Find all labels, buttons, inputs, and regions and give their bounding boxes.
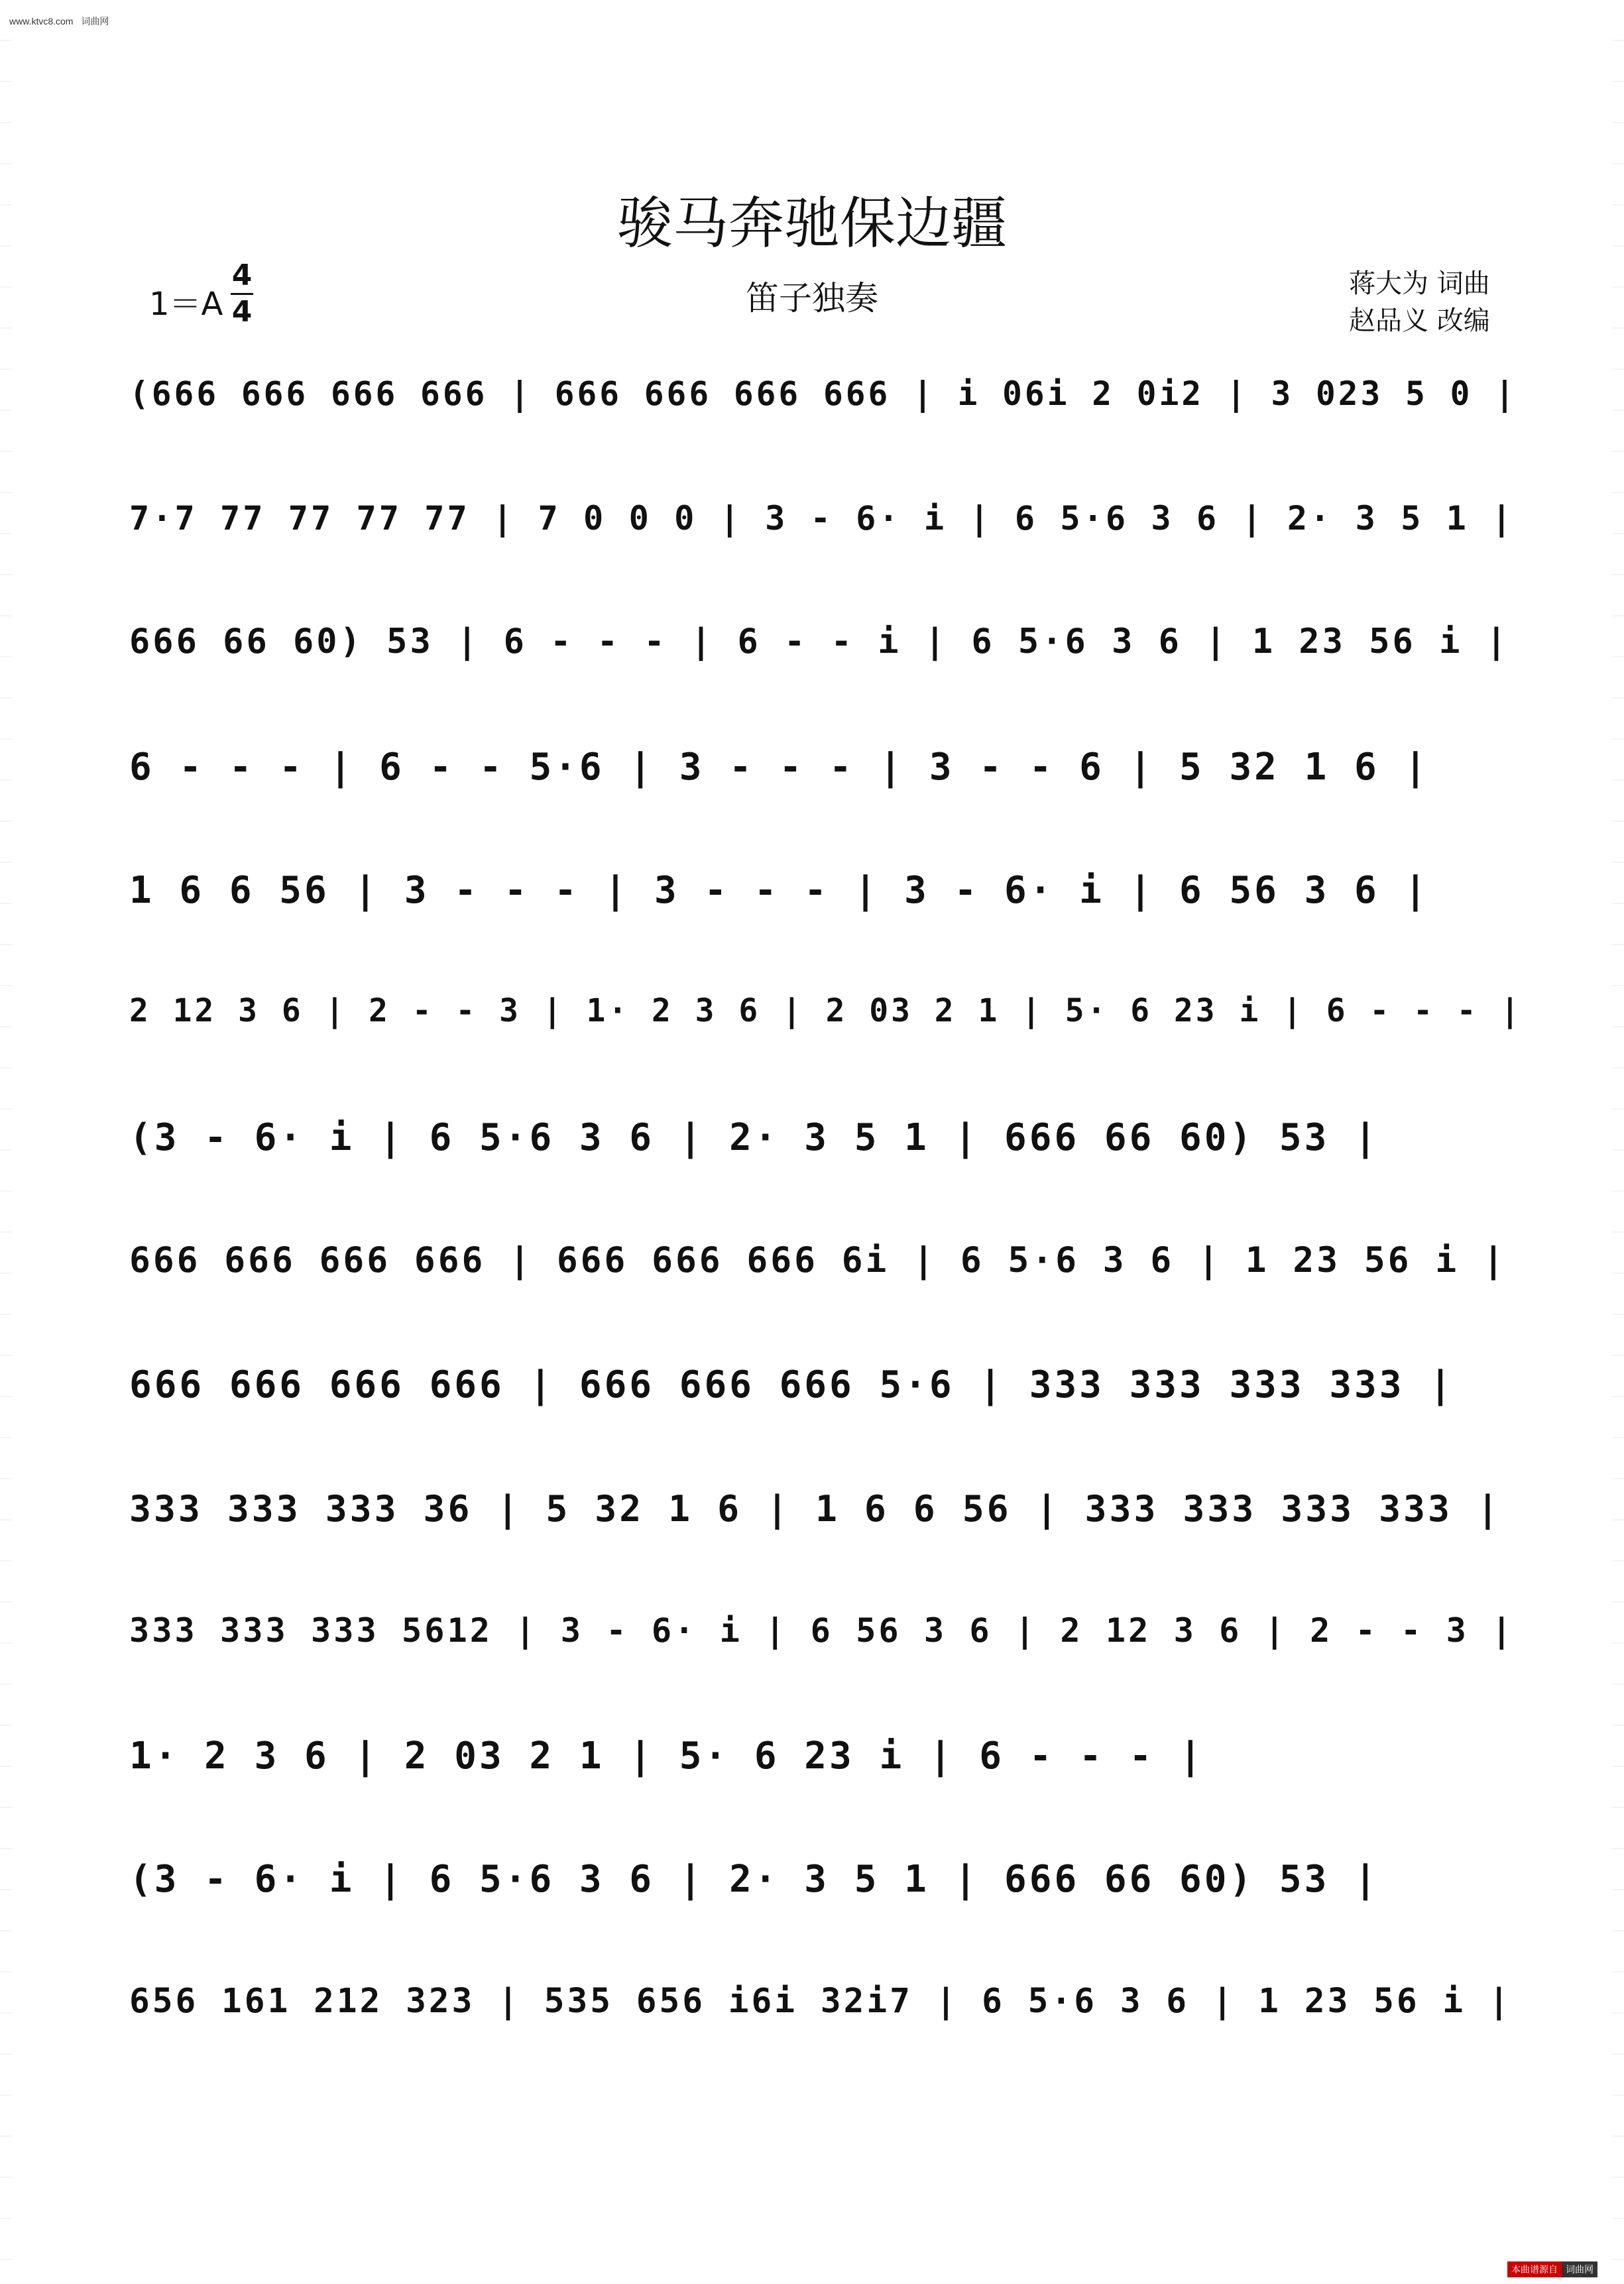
score-subtitle: 笛子独奏 — [746, 279, 878, 317]
score-row-notes: 333 333 333 5612 | 3 - 6· i | 6 56 3 6 | 2 12 3 6 | 2 - - 3 | — [129, 1611, 1515, 1650]
score-row-notes: 6 - - - | 6 - - 5·6 | 3 - - - | 3 - - 6 | 5 32 1 6 | — [129, 745, 1430, 789]
score-row-notes: 7·7 77 77 77 77 | 7 0 0 0 | 3 - 6· i | 6 5·6 3 6 | 2· 3 5 1 | — [129, 498, 1515, 538]
score-row — [129, 1337, 1498, 1461]
score-row-notes: 333 333 333 36 | 5 32 1 6 | 1 6 6 56 | 333 333 333 333 | — [129, 1487, 1501, 1530]
score-title: 骏马奔驰保边疆 — [616, 191, 1007, 256]
score-row-notes: (3 - 6· i | 6 5·6 3 6 | 2· 3 5 1 | 666 66 60) 53 | — [129, 1858, 1379, 1901]
score-row — [129, 595, 1509, 719]
score-row — [129, 472, 1515, 596]
score-row — [129, 348, 1517, 472]
score-row — [129, 719, 1498, 843]
score-row — [129, 1955, 1512, 2079]
score-row-notes: 1 6 6 56 | 3 - - - | 3 - - - | 3 - 6· i | 6 56 3 6 | — [129, 869, 1430, 912]
score-row-notes: 666 666 666 666 | 666 666 666 6i | 6 5·6 3 6 | 1 23 56 i | — [129, 1239, 1507, 1281]
score-row-notes: 666 66 60) 53 | 6 - - - | 6 - - i | 6 5·6 3 6 | 1 23 56 i | — [129, 622, 1509, 661]
site-header — [9, 15, 114, 28]
score-row-notes: 666 666 666 666 | 666 666 666 5·6 | 333 333 333 333 | — [129, 1363, 1454, 1406]
score-row — [129, 842, 1498, 966]
score-row-notes: 2 12 3 6 | 2 - - 3 | 1· 2 3 6 | 2 03 2 1 | 5· 6 23 i | 6 - - - | — [129, 992, 1523, 1029]
score-row — [129, 966, 1523, 1090]
score-body — [129, 348, 1523, 2079]
time-signature-bottom: 4 — [231, 295, 253, 329]
footer-site-label[interactable]: 词曲网 — [1562, 2261, 1597, 2277]
score-row — [129, 1461, 1501, 1585]
score-row-notes: 1· 2 3 6 | 2 03 2 1 | 5· 6 23 i | 6 - - - | — [129, 1734, 1204, 1778]
right-watermark-strip — [1612, 0, 1624, 2284]
credits — [1349, 265, 1490, 339]
key-signature: 1＝A — [149, 286, 223, 323]
score-row-notes: 656 161 212 323 | 535 656 i6i 32i7 | 6 5·6 3 6 | 1 23 56 i | — [129, 1981, 1512, 2021]
footer-badge — [1507, 2261, 1597, 2277]
credits-composer: 蒋大为 词曲 — [1349, 268, 1490, 299]
score-row — [129, 1708, 1498, 1832]
left-watermark-strip — [0, 0, 12, 2284]
score-row-notes: (3 - 6· i | 6 5·6 3 6 | 2· 3 5 1 | 666 66 60) 53 | — [129, 1116, 1379, 1159]
score-row — [129, 1214, 1507, 1338]
score-row — [129, 1831, 1498, 1955]
time-signature-top: 4 — [231, 258, 253, 292]
score-row — [129, 1090, 1498, 1214]
score-row — [129, 1584, 1515, 1708]
site-url[interactable]: www.ktvc8.com — [9, 16, 74, 27]
footer-source-label: 本曲谱源自 — [1507, 2261, 1562, 2277]
site-name: 词曲网 — [81, 16, 109, 27]
credits-arranger: 赵品义 改编 — [1349, 306, 1490, 336]
score-row-notes: (666 666 666 666 | 666 666 666 666 | i 06i 2 0i2 | 3 023 5 0 | — [129, 374, 1517, 413]
